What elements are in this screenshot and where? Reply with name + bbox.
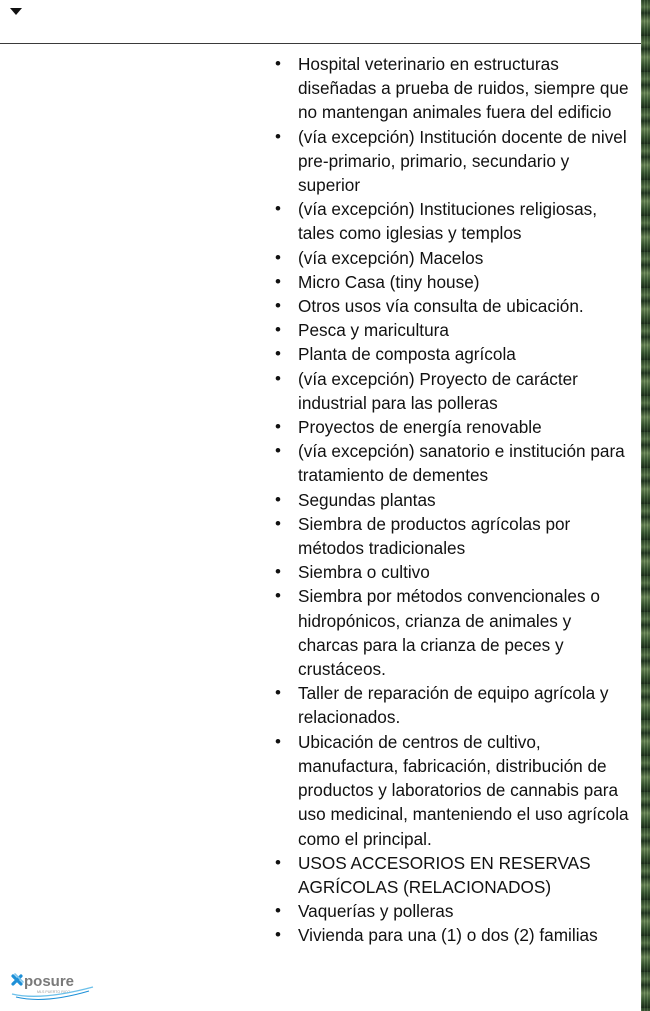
list-item [272,415,632,439]
bullet-icon: • [275,562,281,582]
list-item-text: Vaquerías y polleras [298,901,454,922]
list-item [272,367,632,415]
bullet-icon: • [275,247,281,267]
list-item [272,560,632,584]
list-item-text: Hospital veterinario en estructuras diseñadas a prueba de ruidos, siempre que no mantengan animales fuera del edificio [298,54,629,123]
bullet-icon: • [275,901,281,921]
list-item [272,512,632,560]
list-item [272,246,632,270]
list-item-text: (vía excepción) Instituciones religiosas, tales como iglesias y templos [298,199,598,244]
bullet-icon: • [275,586,281,606]
list-item [272,270,632,294]
list-item-text: Ubicación de centros de cultivo, manufactura, fabricación, distribución de productos y laboratorios de cannabis para uso medicinal, manteniendo el uso agrícola como el principal. [298,731,629,849]
list-item [272,899,632,923]
list-item [272,923,632,947]
bullet-icon: • [275,417,281,437]
list-item-text: Otros usos vía consulta de ubicación. [298,296,584,317]
list-item-text: (vía excepción) Institución docente de nivel pre-primario, primario, secundario y superior [298,126,627,196]
list-item-text: (vía excepción) sanatorio e institución para tratamiento de dementes [298,441,625,486]
bullet-icon: • [275,441,281,461]
bullet-icon: • [275,683,281,703]
list-item-text: USOS ACCESORIOS EN RESERVAS AGRÍCOLAS (RELACIONADOS) [298,852,591,897]
list-item [272,439,632,487]
bullet-icon: • [275,731,281,751]
bullet-icon: • [275,126,281,146]
list-item [272,52,632,125]
uses-content [272,52,632,948]
list-item-text: Siembra o cultivo [298,562,430,583]
bullet-icon: • [275,271,281,291]
list-item [272,488,632,512]
bullet-icon: • [275,320,281,340]
list-item-text: Taller de reparación de equipo agrícola y relacionados. [298,683,609,728]
list-item-text: Planta de composta agrícola [298,344,516,365]
list-item-text: (vía excepción) Macelos [298,247,484,268]
logo-wordmark: posure [24,973,75,990]
exposure-logo [11,971,97,1007]
list-item-text: Siembra por métodos convencionales o hidropónicos, crianza de animales y charcas para la crianza de peces y crustáceos. [298,586,600,680]
bullet-icon: • [275,368,281,388]
bullet-icon: • [275,925,281,945]
dropdown-toggle[interactable] [8,6,24,16]
uses-list [272,52,632,948]
list-item-text: Pesca y maricultura [298,320,449,341]
list-item [272,584,632,681]
list-item-text: Vivienda para una (1) o dos (2) familias [298,925,598,946]
bullet-icon: • [275,54,281,73]
list-item-text: Proyectos de energía renovable [298,417,542,438]
bullet-icon: • [275,199,281,219]
bullet-icon: • [275,296,281,316]
list-item [272,681,632,729]
list-item [272,318,632,342]
list-item-text: Micro Casa (tiny house) [298,271,480,292]
list-item [272,851,632,899]
list-item [272,294,632,318]
list-item [272,342,632,366]
bullet-icon: • [275,852,281,872]
logo-x-mark-icon [13,974,23,984]
background-photo-edge [641,0,650,1011]
list-item [272,197,632,245]
list-item [272,730,632,851]
bullet-icon: • [275,344,281,364]
caret-down-icon [10,8,22,15]
bullet-icon: • [275,513,281,533]
list-item-text: Segundas plantas [298,489,436,510]
list-item [272,125,632,198]
list-item-text: (vía excepción) Proyecto de carácter industrial para las polleras [298,368,578,413]
list-item-text: Siembra de productos agrícolas por métodos tradicionales [298,513,571,559]
bullet-icon: • [275,489,281,509]
logo-tagline: MLS PUERTO RICO [37,990,71,994]
top-bar [0,0,641,44]
